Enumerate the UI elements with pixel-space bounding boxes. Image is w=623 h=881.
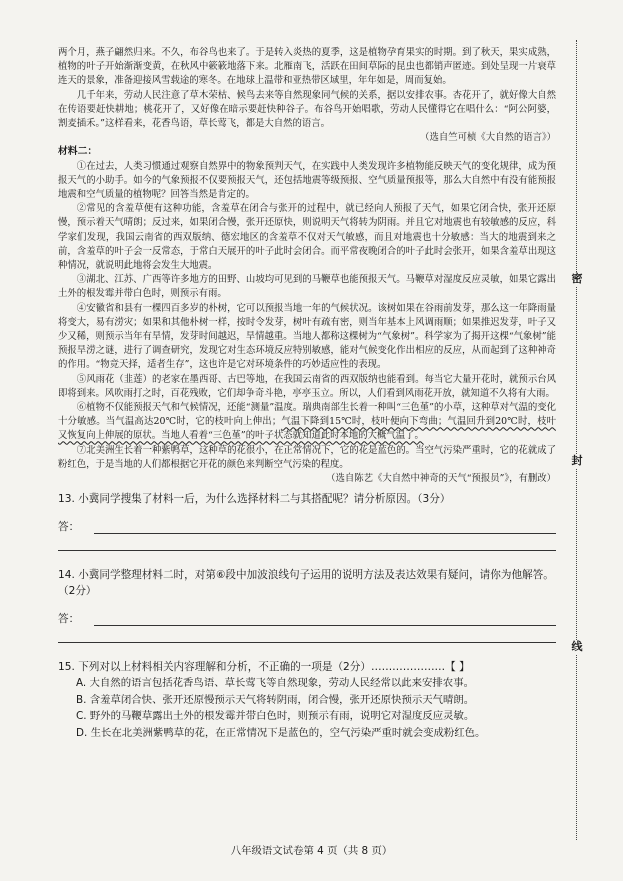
m2-paragraph-7: ⑦北美洲生长着一种紫鸭草，这种草的花很小，在正常情况下，它的花是蓝色的。当空气污染严重时，它的花就成了粉红色，于是当地的人们都根据它开花的颜色来判断空气污染的程度。 (58, 444, 556, 470)
material-2-title: 材料二： (58, 146, 98, 158)
answer-13-line-2[interactable] (58, 534, 556, 551)
question-13: 13. 小冀同学搜集了材料一后，为什么选择材料二与其搭配呢？请分析原因。（3分） (58, 493, 451, 506)
m2-paragraph-3: ③湖北、江苏、广西等许多地方的田野、山坡均可见到的马鞭草也能预报天气。马鞭草对湿度反应灵敏，如果它露出土外的根发霉并带白色时，则预示有雨。 (58, 274, 556, 300)
wavy-underlined-sentence: 气温下降到15℃时，枝叶便向下弯曲；气温回升到20℃时，枝叶又恢复向上伸展的原状。当地人看着“三色堇”的叶子状态就知道此时本地的大概气温了。 (58, 416, 556, 442)
page-content (58, 46, 556, 741)
option-d: D. 生长在北美洲紫鸭草的花，在正常情况下是蓝色的，空气污染严重时就会变成粉红色。 (76, 726, 486, 739)
m2-paragraph-1: ①在过去，人类习惯通过观察自然界中的物象预判天气，在实践中人类发现许多植物能反映天气的变化规律，成为预报天气的小助手。如今的气象预报不仅要预报天气，还包括地震等级预报、空气质量预报等，那么大自然中有没有能预报地震和空气质量的植物呢？回答当然是肯定的。 (58, 160, 556, 201)
paragraph-top-2: 几千年来，劳动人民注意了草木荣枯、候鸟去来等自然现象同气候的关系，据以安排农事。杏花开了，就好像大自然在传语要赶快耕地；桃花开了，又好像在暗示要赶快种谷子。布谷鸟开始唱歌，劳动人民懂得它在唱什么：“阿公阿婆，割麦插禾。”这样看来，花香鸟语，草长莺飞，都是大自然的语言。 (58, 89, 556, 130)
m2-paragraph-4: ④安徽省和县有一棵四百多岁的朴树，它可以预报当地一年的气候状况。该树如果在谷雨前发芽，那么这一年降雨量将变大，易有涝灾；如果和其他朴树一样，按时令发芽，树叶有疏有密，则当年基本上风调雨顺；如果推迟发芽，叶子又少又稀，则预示当年有旱情，发芽时间越迟，旱情越重。当地人都称这棵树为“气象树”。科学家为了揭开这棵“气象树”能预报旱涝之谜，进行了调查研究，发现它对生态环境反应特别敏感，能对气候变化作出相应的反应，从而起到了这种神奇的作用。“物竞天择，适者生存”，这也许是它对环境条件的巧妙适应性的表现。 (58, 302, 556, 371)
m2-paragraph-6-lead: ⑥植物不仅能预报天气和气候情况，还能“测量”温度。瑞典南部生长着一种叫“三色堇”的小草，这种草对气温的变化十分敏感。当气温高达20℃时，它的枝叶向上伸出； (58, 402, 556, 428)
m2-paragraph-6 (58, 401, 556, 444)
option-b: B. 含羞草闭合快、张开还原慢预示天气将转阴雨，闭合慢，张开还原快预示天气晴朗。 (76, 693, 475, 706)
page-footer: 八年级语文试卷第 4 页（共 8 页） (230, 845, 393, 857)
question-15: 15. 下列对以上材料相关内容理解和分析，不正确的一项是（2分）…………………【 】 (58, 661, 470, 674)
binding-label-feng: 封 (571, 454, 583, 467)
answer-14-line-2[interactable] (58, 626, 556, 643)
question-14: 14. 小冀同学整理材料二时，对第⑥段中加波浪线句子运用的说明方法及表达效果有疑问，请你为他解答。（2分） (58, 569, 554, 598)
option-a: A. 大自然的语言包括花香鸟语、草长莺飞等自然现象，劳动人民经常以此来安排农事。 (76, 677, 474, 690)
option-c: C. 野外的马鞭草露出土外的根发霉并带白色时，则预示有雨，说明它对湿度反应灵敏。 (76, 710, 475, 723)
binding-label-mi: 密 (571, 272, 583, 285)
source-1: （选自竺可桢《大自然的语言》） (420, 132, 556, 144)
answer-13-row (58, 519, 556, 534)
source-2: （选自陈艺《大自然中神奇的天气“预报员”》，有删改） (326, 473, 556, 485)
answer-14-row (58, 611, 556, 626)
answer-14-line-1[interactable] (94, 614, 556, 626)
m2-paragraph-5: ⑤风雨花（韭莲）的老家在墨西哥、古巴等地，在我国云南省的西双版纳也能看到。每当它大量开花时，就预示台风即将到来。风吹雨打之时，百花残败，它们却争奇斗艳，亭亭玉立。所以，人们看到风雨花开放，就知道不久将有大雨。 (58, 373, 556, 399)
m2-paragraph-2: ②常见的含羞草便有这种功能，含羞草在闭合与张开的过程中，就已经向人预报了天气，如果它闭合快，张开还原慢，预示着天气晴朗；反过来，如果闭合慢，张开还原快，则说明天气将转为阴雨。并且它对地震也有较敏感的反应，科学家们发现，我国云南省的西双版纳、德宏地区的含羞草不仅对天气敏感，而且对地震也十分敏感：当大的地震到来之前，含羞草的叶子会一反常态，于常白天展开的叶子此时会闭合。而平常夜晚闭合的叶子此时会张开，如果含羞草出现这种情况，就说明此地将会发生大地震。 (58, 203, 556, 272)
paragraph-top-1: 两个月，燕子翩然归来。不久，布谷鸟也来了。于是转入炎热的夏季，这是植物孕育果实的时期。到了秋天，果实成熟，植物的叶子开始渐渐变黄，在秋风中簌簌地落下来。北雁南飞，活跃在田间草际的昆虫也都销声匿迹。到处呈现一片衰草连天的景象，准备迎接风雪载途的寒冬。在地球上温带和亚热带区域里，年年如是，周而复始。 (58, 47, 556, 87)
answer-13-line-1[interactable] (94, 522, 556, 534)
answer-14-label: 答： (58, 613, 80, 626)
answer-13-label: 答： (58, 521, 80, 534)
binding-line (576, 40, 577, 840)
binding-label-xian: 线 (571, 640, 583, 653)
